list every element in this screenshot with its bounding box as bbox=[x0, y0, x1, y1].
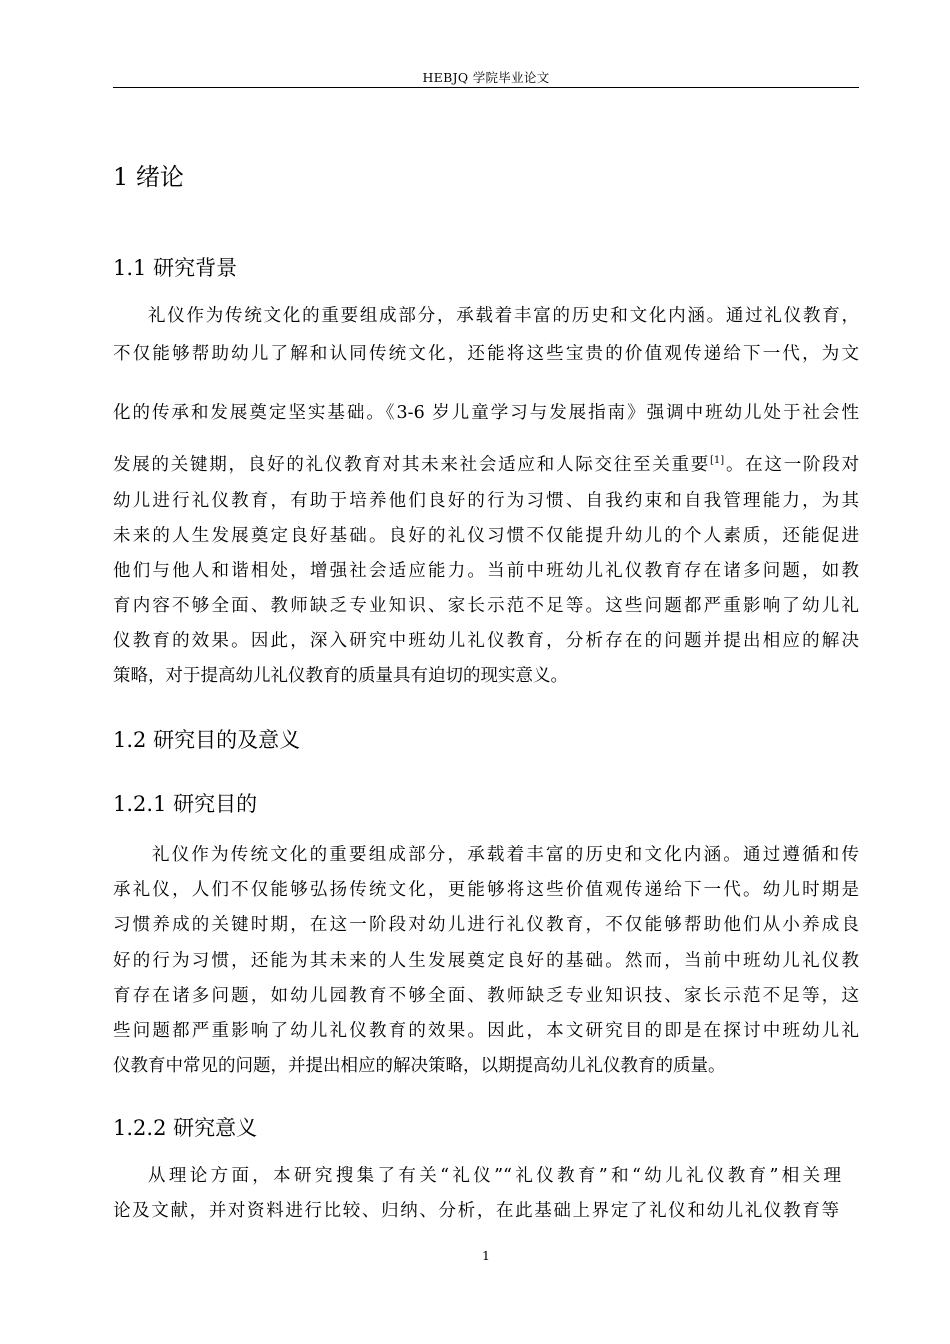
chapter-title: 1 绪论 bbox=[113, 163, 184, 191]
page-number: 1 bbox=[482, 1248, 490, 1263]
paragraph-line: 育内容不够全面、教师缺乏专业知识、家长示范不足等。这些问题都严重影响了幼儿礼 bbox=[113, 596, 859, 616]
paragraph-line: 从理论方面，本研究搜集了有关“礼仪”“礼仪教育”和“幼儿礼仪教育”相关理 bbox=[148, 1166, 841, 1186]
paragraph-line: 育存在诸多问题，如幼儿园教育不够全面、教师缺乏专业知识技、家长示范不足等，这 bbox=[113, 986, 859, 1006]
paragraph-line: 礼仪作为传统文化的重要组成部分，承载着丰富的历史和文化内涵。通过礼仪教育， bbox=[148, 306, 859, 326]
section-title-1-1: 1.1 研究背景 bbox=[113, 256, 238, 280]
citation-marker: [1] bbox=[710, 455, 725, 466]
paragraph-line: 习惯养成的关键时期，在这一阶段对幼儿进行礼仪教育，不仅能够帮助他们从小养成良 bbox=[113, 915, 859, 935]
header-rule bbox=[113, 87, 859, 88]
paragraph-line: 化的传承和发展奠定坚实基础。《3-6 岁儿童学习与发展指南》强调中班幼儿处于社会性 bbox=[113, 403, 859, 423]
paragraph-line: 仪教育中常见的问题，并提出相应的解决策略，以期提高幼儿礼仪教育的质量。 bbox=[113, 1056, 726, 1076]
paragraph-line: 仪教育的效果。因此，深入研究中班幼儿礼仪教育，分析存在的问题并提出相应的解决 bbox=[113, 631, 859, 651]
paragraph-text: 发展的关键期，良好的礼仪教育对其未来社会适应和人际交往至关重要 bbox=[113, 455, 711, 475]
section-title-1-2-2: 1.2.2 研究意义 bbox=[113, 1116, 258, 1140]
paragraph-line: 他们与他人和谐相处，增强社会适应能力。当前中班幼儿礼仪教育存在诸多问题，如教 bbox=[113, 561, 859, 581]
section-title-1-2-1: 1.2.1 研究目的 bbox=[113, 792, 258, 816]
paragraph-line: 未来的人生发展奠定良好基础。良好的礼仪习惯不仅能提升幼儿的个人素质，还能促进 bbox=[113, 526, 859, 546]
paragraph-line: 承礼仪，人们不仅能够弘扬传统文化，更能够将这些价值观传递给下一代。幼儿时期是 bbox=[113, 880, 859, 900]
paragraph-line: 策略，对于提高幼儿礼仪教育的质量具有迫切的现实意义。 bbox=[113, 666, 568, 686]
paragraph-line: 礼仪作为传统文化的重要组成部分，承载着丰富的历史和文化内涵。通过遵循和传 bbox=[152, 845, 859, 865]
running-header: HEBJQ 学院毕业论文 bbox=[422, 70, 550, 85]
paragraph-line: 幼儿进行礼仪教育，有助于培养他们良好的行为习惯、自我约束和自我管理能力，为其 bbox=[113, 491, 859, 511]
section-title-1-2: 1.2 研究目的及意义 bbox=[113, 728, 301, 752]
paragraph-line: 好的行为习惯，还能为其未来的人生发展奠定良好的基础。然而，当前中班幼儿礼仪教 bbox=[113, 951, 859, 971]
paragraph-line: 些问题都严重影响了幼儿礼仪教育的效果。因此，本文研究目的即是在探讨中班幼儿礼 bbox=[113, 1021, 859, 1041]
paragraph-line: 不仅能够帮助幼儿了解和认同传统文化，还能将这些宝贵的价值观传递给下一代，为文 bbox=[113, 344, 859, 364]
paragraph-text: 。在这一阶段对 bbox=[724, 455, 859, 475]
paragraph-line-with-citation bbox=[113, 452, 859, 478]
paragraph-line: 论及文献，并对资料进行比较、归纳、分析，在此基础上界定了礼仪和幼儿礼仪教育等 bbox=[113, 1201, 839, 1221]
